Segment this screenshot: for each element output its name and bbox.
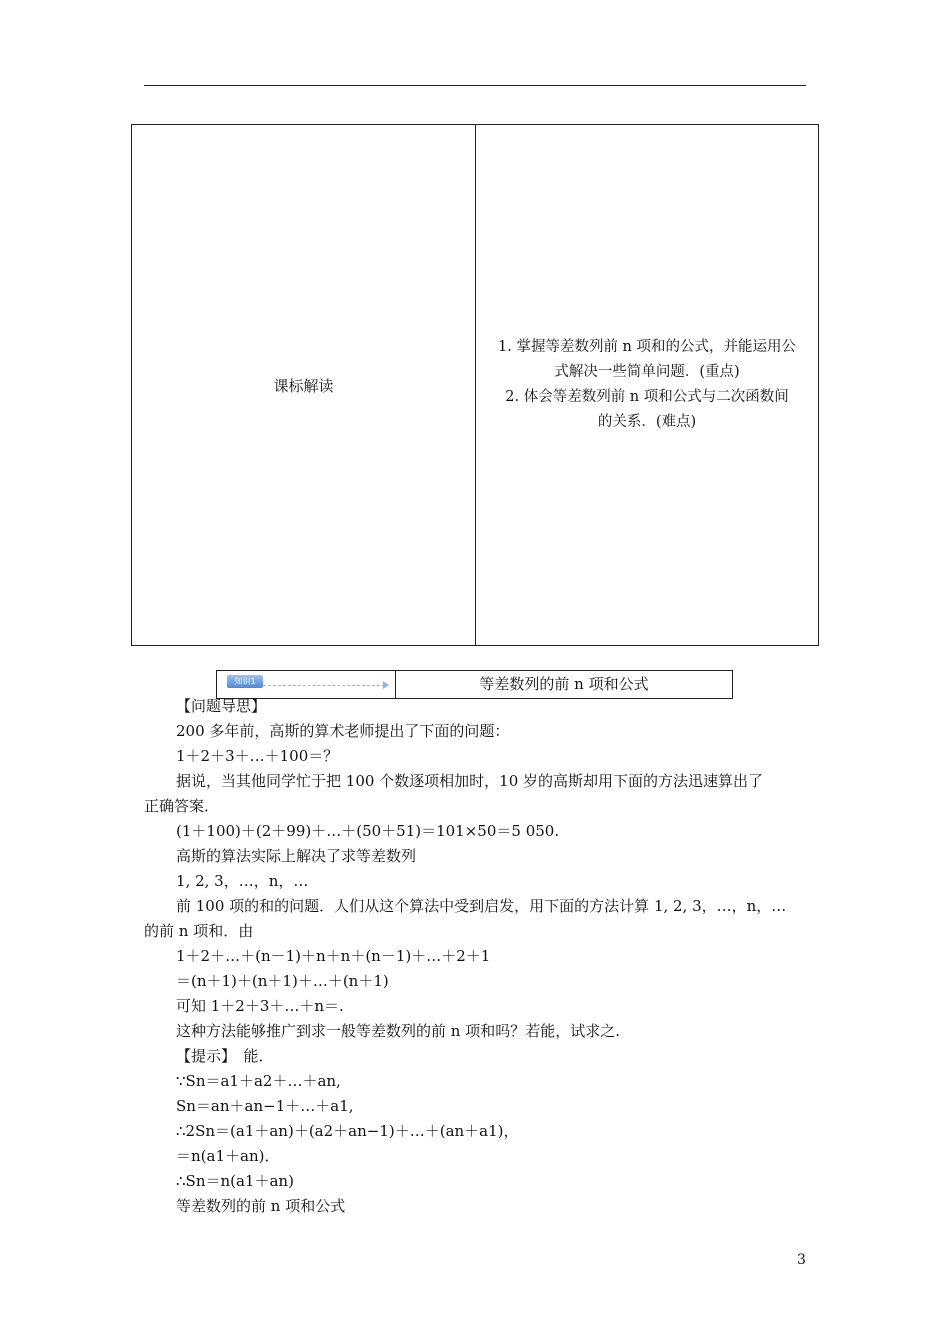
page-number: 3 [797,1252,806,1268]
paragraph: 前 100 项的和的问题．人们从这个算法中受到启发，用下面的方法计算 1, 2, 3，…，n，… [176,897,787,915]
course-standard-label: 课标解读 [273,376,334,395]
goal-line: 2. 体会等差数列前 n 项和公式与二次函数间 [505,389,789,405]
equation: ∴Sn＝n(a1＋an) [176,1172,294,1190]
table-right-cell [476,125,818,645]
paragraph: 可知 1＋2＋3＋…＋n＝. [176,997,344,1015]
paragraph: 正确答案． [144,797,220,815]
objectives-table [131,124,819,646]
main-content [144,694,810,1219]
paragraph: 等差数列的前 n 项和公式 [176,1197,346,1215]
header-rule [144,85,806,86]
equation: ＝(n＋1)＋(n＋1)＋…＋(n＋1) [176,972,389,990]
section-title: 等差数列的前 n 项和公式 [479,675,649,693]
equation: (1＋100)＋(2＋99)＋…＋(50＋51)＝101×50＝5 050. [176,822,560,840]
paragraph: 这种方法能够推广到求一般等差数列的前 n 项和吗？若能，试求之. [176,1022,620,1040]
paragraph: 据说，当其他同学忙于把 100 个数逐项相加时，10 岁的高斯却用下面的方法迅速算出了 [176,772,764,790]
goal-line: 1. 掌握等差数列前 n 项和的公式，并能运用公 [498,339,796,355]
knowledge-chip: 知识1 [227,675,263,688]
equation: ＝n(a1＋an)． [176,1147,280,1165]
table-left-cell [132,125,476,645]
dashed-arrow-icon [263,685,385,686]
heading-question: 【问题导思】 [176,697,267,715]
paragraph: 高斯的算法实际上解决了求等差数列 [176,847,417,865]
equation: ∵Sn＝a1＋a2＋…＋an, [176,1072,341,1090]
equation: Sn＝an＋an−1＋…＋a1, [176,1097,354,1115]
equation: 1＋2＋3＋…＋100＝？ [176,747,339,765]
arrowhead-icon [383,681,389,689]
goal-line: 式解决一些简单问题．(重点) [554,364,740,380]
equation: 1＋2＋…＋(n－1)＋n＋n＋(n－1)＋…＋2＋1 [176,947,491,965]
sequence: 1, 2, 3，…，n，… [176,872,309,890]
paragraph: 200 多年前，高斯的算术老师提出了下面的问题： [176,722,510,740]
equation: ∴2Sn＝(a1＋an)＋(a2＋an−1)＋…＋(an＋a1)， [176,1122,519,1140]
paragraph: 的前 n 项和．由 [144,922,254,940]
heading-hint: 【提示】 能． [176,1047,274,1065]
goal-line: 的关系．(难点) [597,414,697,430]
learning-goals [492,335,802,435]
